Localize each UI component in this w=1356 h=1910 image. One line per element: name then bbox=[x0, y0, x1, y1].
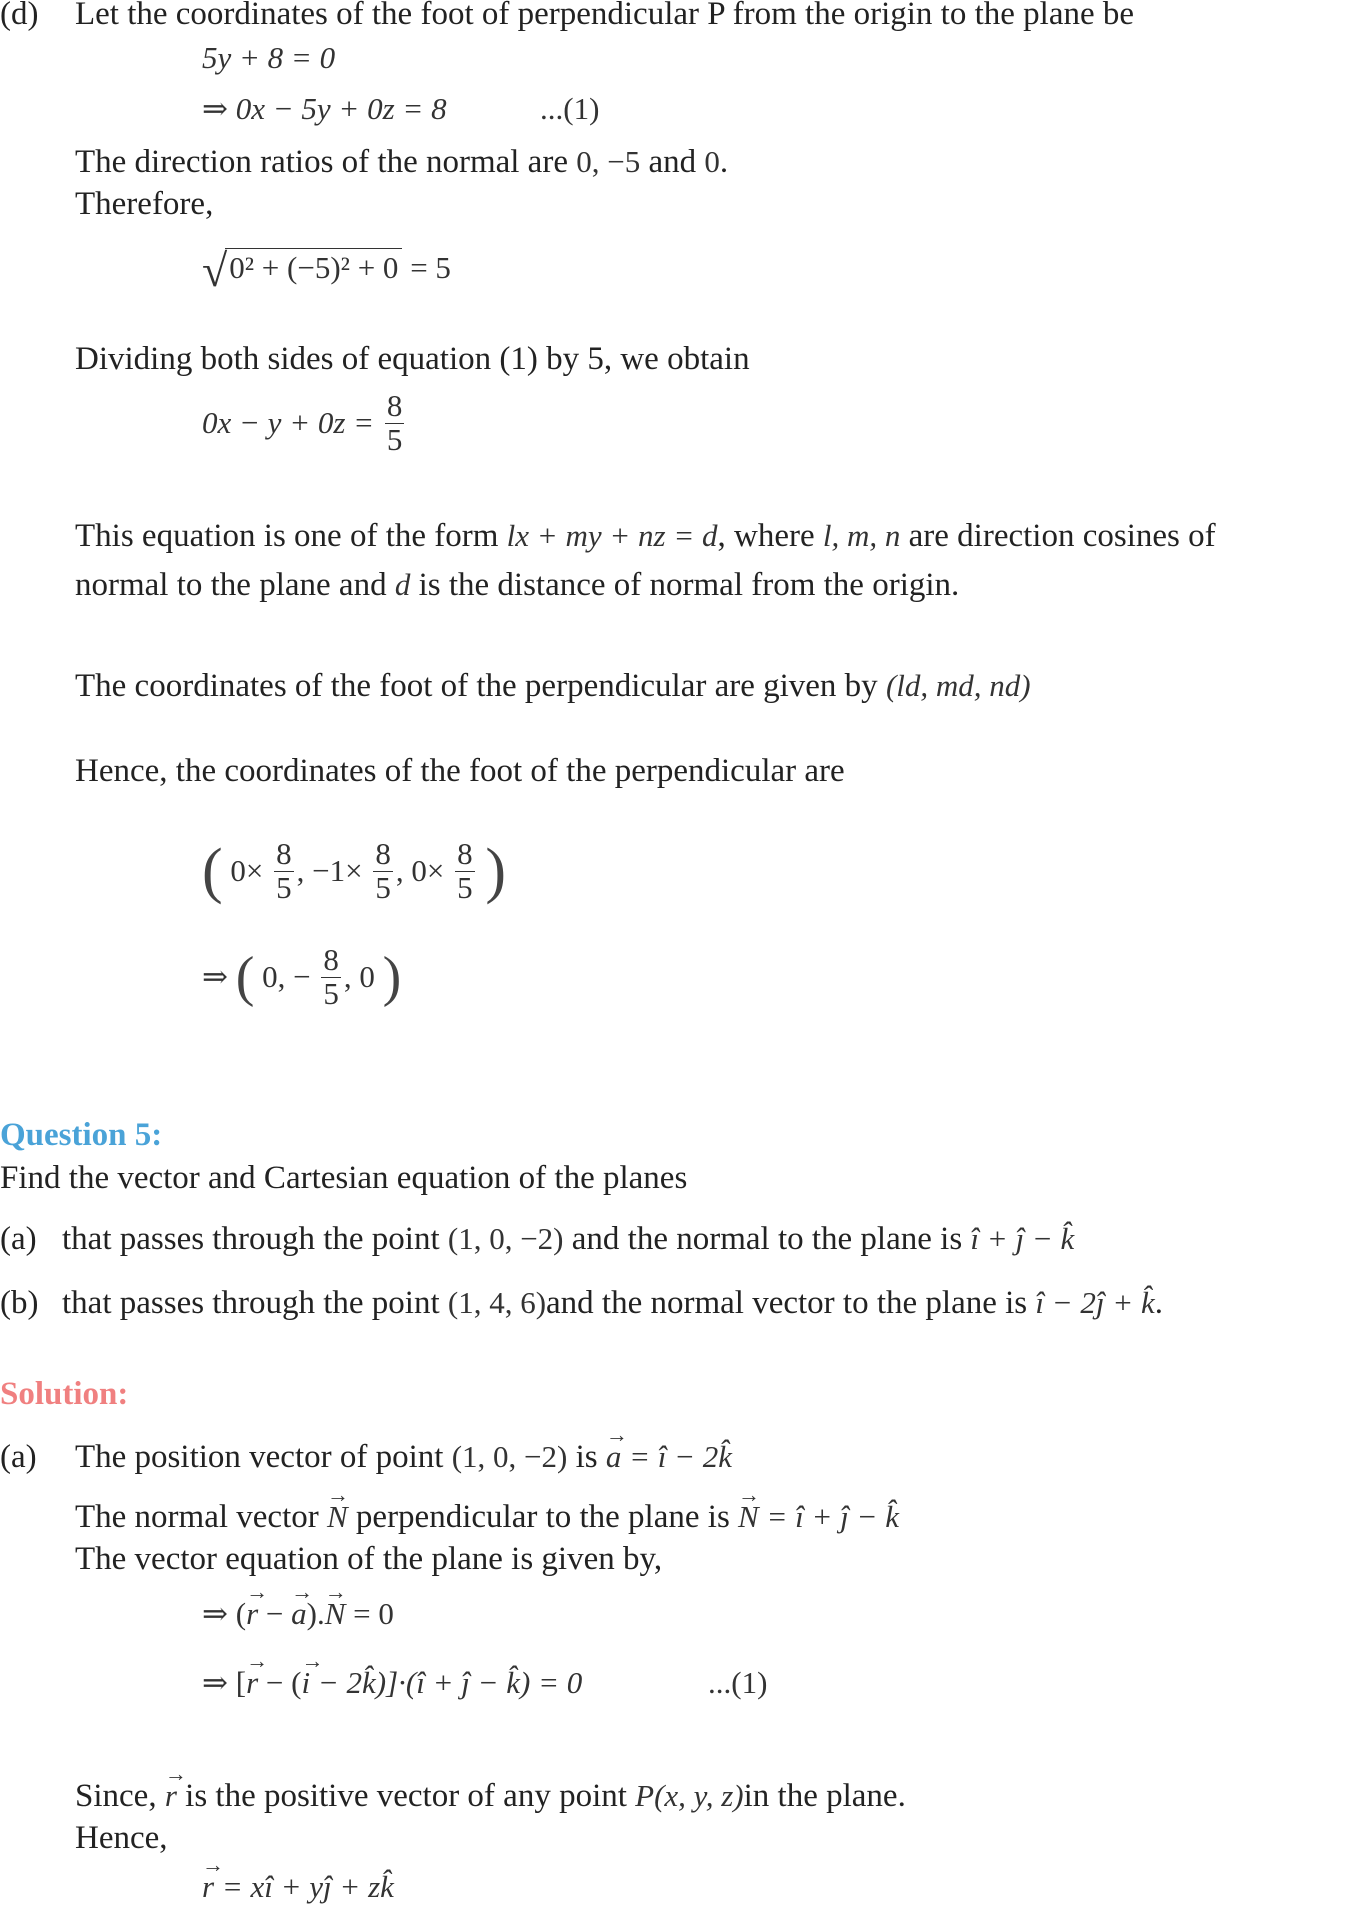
fraction bbox=[373, 838, 393, 904]
fraction bbox=[455, 838, 475, 904]
rhs: = xî + yĵ + zk̂ bbox=[221, 1869, 394, 1904]
vector-r: → r bbox=[246, 1595, 258, 1633]
vector-r: → r bbox=[246, 1664, 258, 1702]
denominator: 5 bbox=[375, 869, 391, 905]
term: − 2k̂)]·(î + ĵ − k̂) = 0 bbox=[310, 1665, 583, 1700]
vector-equation-line: The vector equation of the plane is given by, bbox=[75, 1541, 663, 1577]
text: and bbox=[648, 144, 697, 180]
text: are direction cosines of bbox=[908, 518, 1216, 554]
part-d-intro: Let the coordinates of the foot of perpendicular P from the origin to the plane be bbox=[75, 0, 1135, 32]
magnitude-equation bbox=[202, 244, 451, 296]
equation-line: ⇒ 0x − 5y + 0z = 8 bbox=[202, 91, 447, 126]
text: that passes through the point bbox=[62, 1221, 440, 1257]
rhs: = î + ĵ − k̂ bbox=[766, 1499, 899, 1534]
text: and the normal to the plane is bbox=[571, 1221, 963, 1257]
math-inline: (ld, md, nd) bbox=[885, 668, 1031, 703]
term: 0× bbox=[230, 853, 264, 889]
form-line bbox=[75, 516, 1216, 556]
equation-reference: ...(1) bbox=[540, 91, 600, 126]
text: The coordinates of the foot of the perpendicular are given by bbox=[75, 668, 878, 704]
math-inline bbox=[165, 1778, 177, 1813]
text: and the normal vector to the plane is bbox=[546, 1285, 1028, 1321]
vector-equation-1 bbox=[202, 1595, 394, 1633]
vector-N: → N bbox=[327, 1498, 348, 1536]
text: This equation is one of the form bbox=[75, 518, 499, 554]
text: . bbox=[719, 144, 729, 180]
math-values: 0 bbox=[704, 144, 720, 179]
math-inline: d bbox=[394, 567, 411, 602]
paren: ( bbox=[202, 837, 223, 906]
text: that passes through the point bbox=[62, 1285, 440, 1321]
numerator: 8 bbox=[386, 388, 403, 423]
math-inline: P(x, y, z) bbox=[635, 1778, 744, 1813]
question-heading: Question 5: bbox=[0, 1117, 163, 1153]
math-inline bbox=[327, 1499, 348, 1534]
text: . bbox=[1154, 1285, 1163, 1321]
therefore-line: Therefore, bbox=[75, 186, 214, 222]
vector-r: → r bbox=[165, 1777, 177, 1815]
part-label: (d) bbox=[0, 0, 39, 32]
fraction bbox=[385, 390, 405, 456]
fraction bbox=[274, 838, 294, 904]
vector-N: → N bbox=[325, 1595, 346, 1633]
direction-ratios-line bbox=[75, 142, 728, 182]
math-inline: (1, 0, −2) bbox=[451, 1439, 568, 1474]
vector-N: → N bbox=[738, 1498, 759, 1536]
math-values: 0, −5 bbox=[576, 144, 641, 179]
text: The direction ratios of the normal are bbox=[75, 144, 568, 180]
math-inline: (1, 4, 6) bbox=[447, 1285, 547, 1320]
result: = 5 bbox=[410, 250, 451, 285]
hence-line: Hence, the coordinates of the foot of the perpendicular are bbox=[75, 753, 845, 789]
numerator: 8 bbox=[276, 836, 292, 871]
text: is the positive vector of any point bbox=[185, 1778, 627, 1814]
numerator: 8 bbox=[457, 836, 473, 871]
vector-a: → a bbox=[606, 1438, 622, 1476]
term: , −1× bbox=[296, 853, 363, 889]
denominator: 5 bbox=[386, 421, 403, 457]
math-inline: l, m, n bbox=[822, 518, 901, 553]
normalized-equation bbox=[202, 390, 407, 456]
math-inline bbox=[738, 1499, 899, 1534]
term: ). bbox=[306, 1596, 325, 1631]
solution-part-label: (a) bbox=[0, 1439, 37, 1475]
denominator: 5 bbox=[276, 869, 292, 905]
text: in the plane. bbox=[743, 1778, 906, 1814]
rhs: = î − 2k̂ bbox=[629, 1439, 733, 1474]
term: , 0 bbox=[343, 959, 375, 995]
coords-given-line bbox=[75, 666, 1031, 706]
radical-sign: √ bbox=[202, 244, 228, 296]
form-line-2 bbox=[75, 565, 959, 605]
question-part-a bbox=[62, 1219, 1074, 1259]
text: is the distance of normal from the origin. bbox=[418, 567, 960, 603]
text: perpendicular to the plane is bbox=[355, 1499, 730, 1535]
text: The normal vector bbox=[75, 1499, 319, 1535]
coordinates-result bbox=[202, 944, 401, 1010]
math-inline: î + ĵ − k̂ bbox=[970, 1221, 1075, 1256]
term: = 0 bbox=[345, 1596, 394, 1631]
math-inline: î − 2ĵ + k̂ bbox=[1035, 1285, 1155, 1320]
question-text: Find the vector and Cartesian equation of the planes bbox=[0, 1160, 688, 1196]
term: 0, − bbox=[262, 959, 311, 995]
radicand: 0² + (−5)² + 0 bbox=[225, 248, 402, 287]
text: , where bbox=[717, 518, 815, 554]
numerator: 8 bbox=[323, 942, 339, 977]
term: ⇒ ( bbox=[202, 1596, 247, 1631]
dividing-line: Dividing both sides of equation (1) by 5, we obtain bbox=[75, 341, 750, 377]
implies: ⇒ bbox=[202, 959, 228, 995]
solution-heading: Solution: bbox=[0, 1376, 129, 1412]
math-inline: lx + my + nz = d bbox=[506, 518, 718, 553]
question-part-label: (b) bbox=[0, 1285, 39, 1321]
paren: ( bbox=[235, 946, 255, 1009]
term: ⇒ [ bbox=[202, 1665, 247, 1700]
text: Since, bbox=[75, 1778, 157, 1814]
vector-i: → i bbox=[301, 1664, 310, 1702]
math-inline bbox=[606, 1439, 732, 1474]
math-inline: (1, 0, −2) bbox=[447, 1221, 564, 1256]
normal-vector-line bbox=[75, 1497, 899, 1537]
position-vector-r bbox=[202, 1868, 394, 1906]
position-vector-line bbox=[75, 1437, 732, 1477]
coordinates-expression bbox=[202, 838, 506, 904]
equation-reference: ...(1) bbox=[708, 1665, 768, 1700]
fraction bbox=[321, 944, 341, 1010]
term: − ( bbox=[258, 1665, 302, 1700]
lhs: 0x − y + 0z = bbox=[202, 405, 375, 441]
denominator: 5 bbox=[457, 869, 473, 905]
text: normal to the plane and bbox=[75, 567, 387, 603]
paren: ) bbox=[485, 837, 506, 906]
term: − bbox=[258, 1596, 292, 1631]
question-part-label: (a) bbox=[0, 1221, 37, 1257]
since-line bbox=[75, 1776, 906, 1816]
equation-line: 5y + 8 = 0 bbox=[202, 40, 336, 75]
term: , 0× bbox=[395, 853, 445, 889]
vector-r: → r bbox=[202, 1868, 214, 1906]
vector-a: → a bbox=[291, 1595, 307, 1633]
text: is bbox=[575, 1439, 598, 1475]
question-part-b bbox=[62, 1283, 1163, 1323]
hence-line: Hence, bbox=[75, 1820, 168, 1856]
vector-equation-2 bbox=[202, 1664, 582, 1702]
text: The position vector of point bbox=[75, 1439, 444, 1475]
denominator: 5 bbox=[323, 975, 339, 1011]
paren: ) bbox=[382, 946, 402, 1009]
numerator: 8 bbox=[375, 836, 391, 871]
